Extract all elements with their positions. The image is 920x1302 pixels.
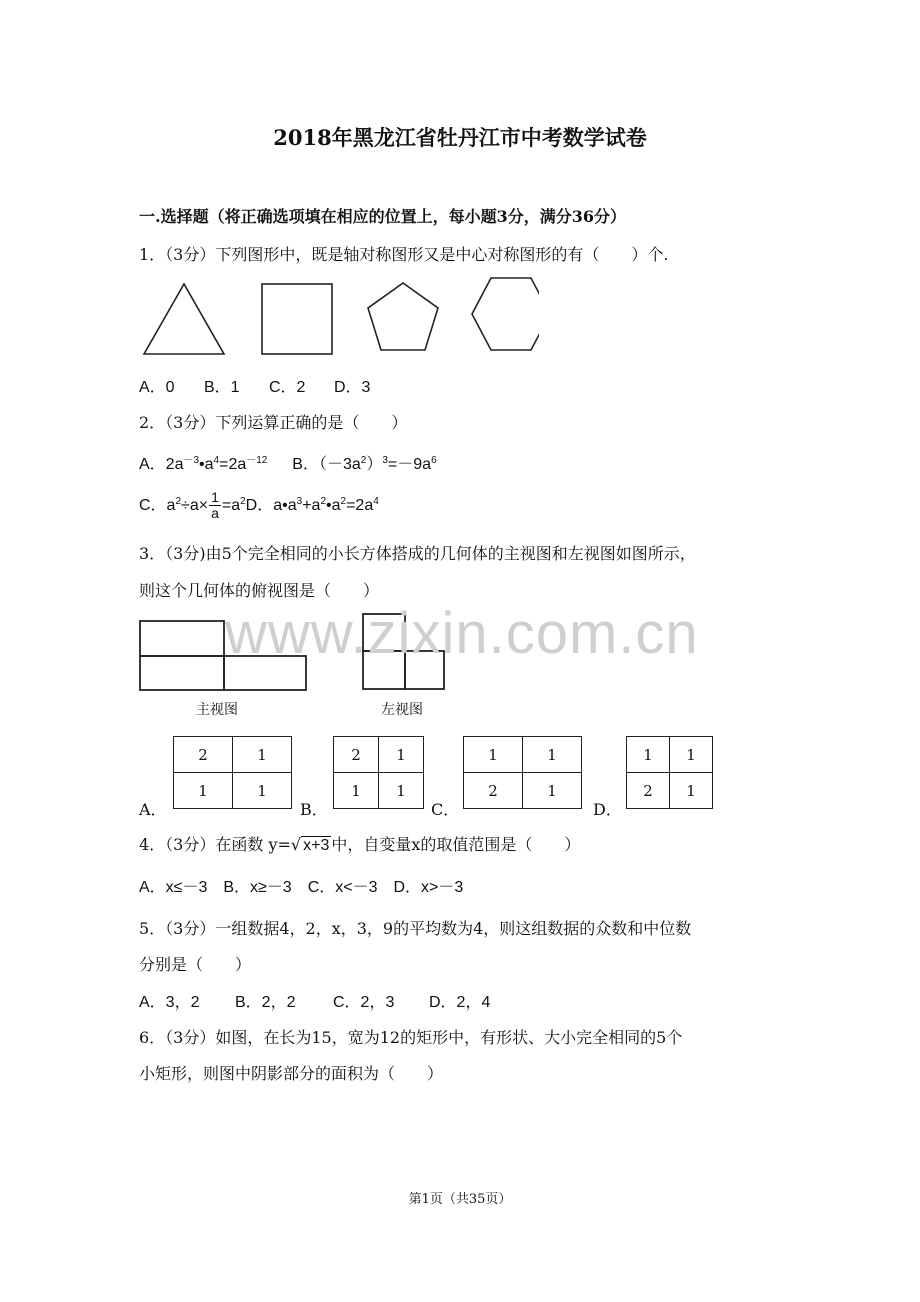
- triangle-shape: [144, 284, 224, 354]
- q2-d-rhs: =2a: [346, 496, 374, 514]
- grid-cell: 1: [379, 773, 424, 809]
- section-heading: 一.选择题（将正确选项填在相应的位置上，每小题3分，满分36分）: [139, 207, 626, 226]
- q2-c-exp1: 2: [175, 495, 182, 507]
- q1-option-d[interactable]: D．3: [334, 379, 371, 396]
- left-view-caption: 左视图: [381, 702, 423, 718]
- q3-option-c-label[interactable]: C．: [431, 800, 460, 819]
- grid-cell: 1: [334, 773, 379, 809]
- q2-d-base: D．a•a: [245, 496, 297, 514]
- grid-cell: 1: [523, 737, 582, 773]
- q1-shapes-figure: [139, 274, 539, 360]
- q3-option-a-grid[interactable]: [173, 736, 292, 809]
- q2-b-mid: ）: [366, 456, 383, 473]
- q2-c-numerator: 1: [211, 489, 219, 505]
- q3-option-d-grid[interactable]: [626, 736, 713, 809]
- q3-option-a-label[interactable]: A．: [139, 800, 167, 819]
- q3-option-d-label[interactable]: D．: [593, 800, 622, 819]
- q5-option-a[interactable]: A．3，2: [139, 994, 200, 1011]
- q2-stem: 2．（3分）下列运算正确的是（ ）: [139, 413, 408, 432]
- grid-cell: 2: [627, 773, 670, 809]
- q2-a-exp2: 4: [213, 455, 220, 466]
- q2-b-rhs: =－9a: [387, 456, 432, 473]
- q1-stem: 1．（3分）下列图形中，既是轴对称图形又是中心对称图形的有（ ）个.: [139, 245, 669, 264]
- grid-cell: 1: [174, 773, 233, 809]
- square-shape: [262, 284, 332, 354]
- q2-c-base: C．a: [139, 496, 176, 514]
- pentagon-shape: [368, 283, 438, 350]
- watermark: www.zixin.com.cn: [225, 601, 699, 666]
- q4-stem: [139, 832, 580, 855]
- q2-a-mid: •a: [199, 456, 214, 473]
- q2-d-exp2: 2: [320, 495, 327, 507]
- q2-d-exp1: 3: [296, 495, 303, 507]
- q4-options[interactable]: A．x≤－3 B．x≥－3 C．x<－3 D．x>－3: [139, 879, 464, 896]
- q6-stem-line1: 6．（3分）如图，在长为15，宽为12的矩形中，有形状、大小完全相同的5个: [139, 1028, 683, 1047]
- q2-c-denominator: a: [211, 505, 219, 521]
- q2-option-d[interactable]: [246, 497, 379, 514]
- grid-cell: 1: [670, 773, 713, 809]
- q1-option-a[interactable]: A．0: [139, 379, 175, 396]
- q3-stem-line1: 3．（3分)由5个完全相同的小长方体搭成的几何体的主视图和左视图如图所示，: [139, 544, 696, 563]
- q2-b-exp2: 3: [382, 455, 388, 466]
- q5-stem-line1: 5．（3分）一组数据4，2，x，3，9的平均数为4，则这组数据的众数和中位数: [139, 919, 692, 938]
- q2-c-rhs: =a: [221, 496, 241, 514]
- grid-cell: 1: [627, 737, 670, 773]
- q2-a-base: A．2a: [139, 456, 184, 473]
- q2-b-exp1: 2: [360, 455, 367, 466]
- q5-option-b[interactable]: B．2，2: [235, 994, 296, 1011]
- front-view-caption: 主视图: [196, 702, 238, 718]
- q5-options: [139, 989, 490, 1012]
- grid-cell: 1: [464, 737, 523, 773]
- q1-option-b[interactable]: B．1: [204, 379, 240, 396]
- hexagon-shape: [472, 278, 539, 350]
- q6-stem-line2: 小矩形，则图中阴影部分的面积为（ ）: [139, 1064, 444, 1083]
- q3-option-c-grid[interactable]: [463, 736, 582, 809]
- q1-options: [139, 374, 370, 397]
- q2-d-exp4: 4: [373, 495, 379, 507]
- q2-option-a[interactable]: [139, 456, 267, 473]
- grid-cell: 2: [174, 737, 233, 773]
- grid-cell: 1: [523, 773, 582, 809]
- q2-d-mid1: +a: [302, 496, 321, 514]
- q5-option-c[interactable]: C．2，3: [333, 994, 395, 1011]
- grid-cell: 1: [233, 737, 292, 773]
- q4-stem-post: 中，自变量x的取值范围是（ ）: [331, 835, 581, 854]
- q3-option-b-grid[interactable]: [333, 736, 424, 809]
- sqrt-sign-icon: √: [290, 835, 302, 854]
- q2-a-exp1: －3: [183, 455, 200, 466]
- q2-c-exp2: 2: [240, 495, 246, 507]
- grid-cell: 2: [464, 773, 523, 809]
- q2-d-mid2: •a: [326, 496, 341, 514]
- grid-cell: 1: [233, 773, 292, 809]
- q1-option-c[interactable]: C．2: [269, 379, 306, 396]
- q4-stem-pre: 4．（3分）在函数 y=: [139, 835, 291, 854]
- q2-c-fraction: [209, 490, 221, 521]
- q2-options-ab: [139, 451, 437, 474]
- grid-cell: 2: [334, 737, 379, 773]
- q2-d-exp3: 2: [340, 495, 347, 507]
- page-footer: 第1页（共35页）: [408, 1192, 512, 1207]
- page-title: 2018年黑龙江省牡丹江市中考数学试卷: [273, 125, 647, 150]
- grid-cell: 1: [670, 737, 713, 773]
- q5-stem-line2: 分别是（ ）: [139, 955, 252, 974]
- q2-a-rhs: =2a: [219, 456, 247, 473]
- q3-option-b-label[interactable]: B．: [300, 800, 328, 819]
- q2-options-cd: [139, 490, 379, 521]
- q2-a-exp3: －12: [246, 455, 268, 466]
- q2-b-base: B．（－3a: [292, 456, 361, 473]
- grid-cell: 1: [379, 737, 424, 773]
- q2-option-c[interactable]: [139, 489, 246, 521]
- q2-b-exp3: 6: [431, 455, 437, 466]
- q2-option-b[interactable]: [292, 456, 436, 473]
- q3-stem-line2: 则这个几何体的俯视图是（ ）: [139, 581, 380, 600]
- q5-option-d[interactable]: D．2，4: [429, 994, 491, 1011]
- q2-c-mid: ÷a×: [181, 496, 209, 514]
- q4-radicand: x+3: [303, 837, 330, 854]
